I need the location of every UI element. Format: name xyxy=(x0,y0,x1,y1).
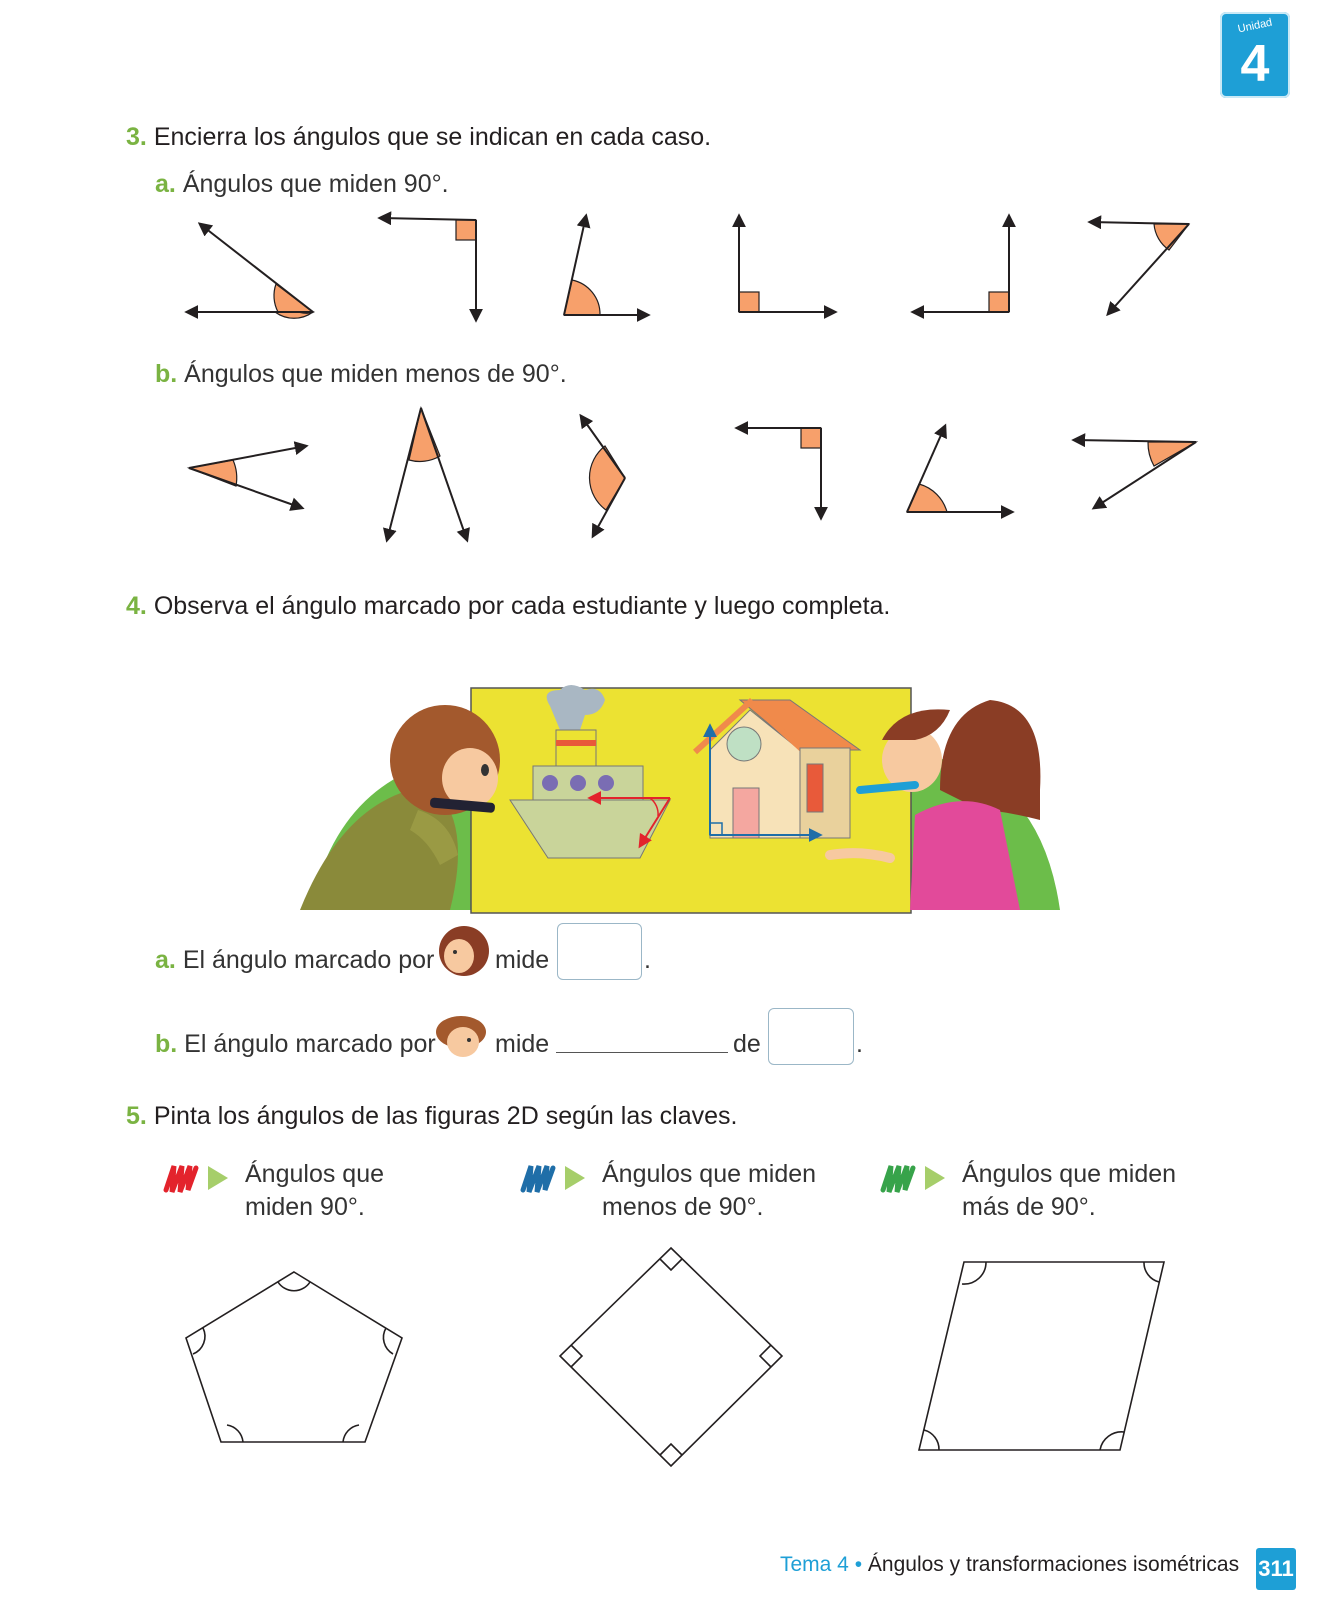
footer-title: Ángulos y transformaciones isométricas xyxy=(867,1553,1240,1576)
q3b-letter: b. xyxy=(155,360,178,388)
q4a-end: . xyxy=(644,946,651,974)
angle-b1[interactable] xyxy=(189,446,306,508)
q4b-prefix: El ángulo marcado por xyxy=(184,1030,436,1058)
key-green xyxy=(877,1158,1197,1228)
key-green-line1: Ángulos que miden xyxy=(962,1160,1177,1188)
angle-a4[interactable] xyxy=(739,216,835,312)
blue-scribble-icon xyxy=(517,1160,597,1196)
unit-label: Unidad xyxy=(1236,16,1274,36)
q4-number: 4. xyxy=(126,592,147,620)
q4b-mide: mide xyxy=(495,1030,550,1058)
q4b-letter: b. xyxy=(155,1030,178,1058)
angle-b4[interactable] xyxy=(737,428,821,518)
q4b-end: . xyxy=(856,1030,863,1058)
q4b-line xyxy=(155,1030,436,1059)
q5-shapes[interactable] xyxy=(0,1240,1339,1480)
q5-number: 5. xyxy=(126,1102,147,1130)
footer-tema: Tema 4 xyxy=(780,1553,849,1576)
page-number: 311 xyxy=(1256,1548,1296,1590)
q4a-mide: mide xyxy=(495,946,550,974)
angle-a5[interactable] xyxy=(913,216,1009,312)
students-illustration xyxy=(300,660,1070,920)
footer-bullet: • xyxy=(854,1553,863,1576)
angle-a6[interactable] xyxy=(1090,222,1189,314)
q4a-line xyxy=(155,946,434,975)
key-red-line1: Ángulos que xyxy=(245,1160,385,1188)
key-blue-line2: menos de 90°. xyxy=(602,1193,764,1221)
q5-text: Pinta los ángulos de las figuras 2D según las claves. xyxy=(153,1102,738,1130)
q4a-answer-box[interactable] xyxy=(557,923,642,980)
angle-a1[interactable] xyxy=(187,224,313,318)
angle-b3[interactable] xyxy=(581,416,625,536)
q4b-answer-line[interactable] xyxy=(556,1052,728,1053)
q4-text: Observa el ángulo marcado por cada estudiante y luego completa. xyxy=(153,592,891,620)
angle-b2[interactable] xyxy=(387,408,467,540)
key-red-line2: miden 90°. xyxy=(245,1193,365,1221)
angle-a2[interactable] xyxy=(380,218,476,320)
key-blue-line1: Ángulos que miden xyxy=(602,1160,817,1188)
q3a-letter: a. xyxy=(155,170,176,198)
q4a-letter: a. xyxy=(155,946,176,974)
q3b-text: Ángulos que miden menos de 90°. xyxy=(184,360,567,388)
q4b-de: de xyxy=(733,1030,761,1058)
parallelogram-shape[interactable] xyxy=(919,1262,1164,1450)
q3a-heading xyxy=(155,170,449,199)
pentagon-shape[interactable] xyxy=(186,1272,402,1442)
unit-number: 4 xyxy=(1240,35,1270,93)
rhombus-square-shape[interactable] xyxy=(560,1248,782,1466)
angle-b5[interactable] xyxy=(907,426,1012,512)
key-blue xyxy=(517,1158,837,1228)
q3a-angles[interactable] xyxy=(0,200,1339,330)
q4a-prefix: El ángulo marcado por xyxy=(182,946,435,974)
q3a-text: Ángulos que miden 90°. xyxy=(182,170,449,198)
q4b-answer-box[interactable] xyxy=(768,1008,854,1065)
green-scribble-icon xyxy=(877,1160,957,1196)
q4-heading xyxy=(126,592,890,621)
q3b-angles[interactable] xyxy=(0,400,1339,550)
q3-number: 3. xyxy=(126,123,147,151)
red-scribble-icon xyxy=(160,1160,240,1196)
unit-tab xyxy=(1220,12,1290,98)
q3-text: Encierra los ángulos que se indican en cada caso. xyxy=(153,123,712,151)
angle-a3[interactable] xyxy=(564,216,648,315)
girl-face-icon xyxy=(437,924,491,978)
q3-heading xyxy=(126,123,711,152)
key-red xyxy=(160,1158,420,1228)
angle-b6[interactable] xyxy=(1074,440,1196,508)
q3b-heading xyxy=(155,360,567,389)
boy-face-icon xyxy=(433,1010,491,1064)
key-green-line2: más de 90°. xyxy=(962,1193,1096,1221)
q5-heading xyxy=(126,1102,737,1131)
footer xyxy=(780,1553,1250,1589)
